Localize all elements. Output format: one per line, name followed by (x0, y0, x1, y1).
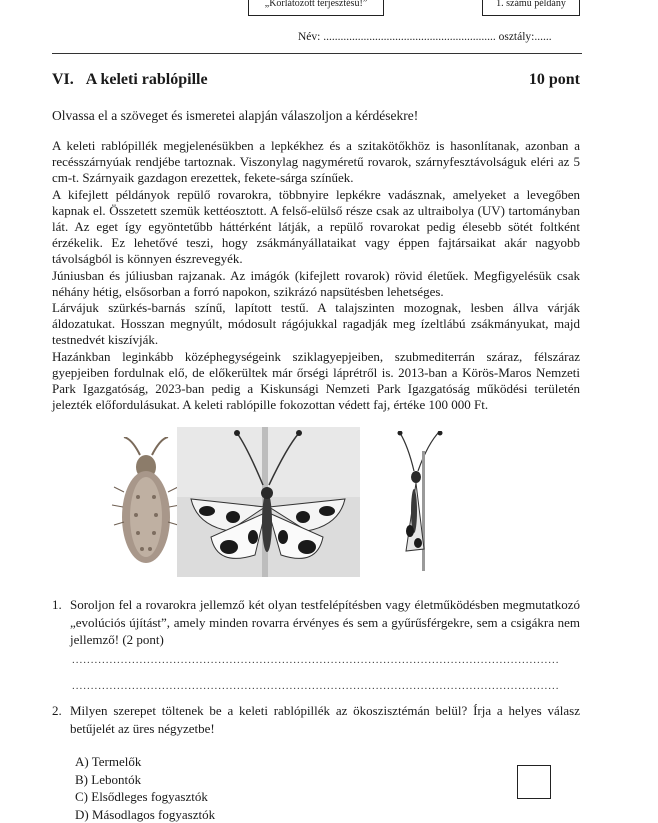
adult-wings-open-photo (177, 427, 360, 577)
instruction-text: Olvassa el a szöveget és ismeretei alapján válaszoljon a kérdésekre! (52, 108, 418, 124)
paragraph: A kifejlett példányok repülő rovarokra, többnyire lepkékre vadásznak, amelyeket a levegőben kapnak el. Összetett szemük kettéosztott. A felső-elülső része csak az ultraibolya (UV) tartományban lát. Az eget így egyöntetűbb háttérként látják, a repülő rovarokat pedig élesebb sötét foltként érzékelik. Ez lehetővé teszi, hogy zsákmányállataikat vagy éppen fajtársaikat akár nagyobb távolságból is könnyen észrevegyék. (52, 187, 580, 268)
option-d: D) Másodlagos fogyasztók (75, 806, 215, 823)
question-1 (52, 596, 580, 649)
paragraph: Lárvájuk szürkés-barnás színű, lapított testű. A talajszinten mozognak, lesben állva várják áldozatukat. Hosszan megnyúlt, módosult rágójukkal ragadják meg ízeltlábú zsákmányukat, majd testnedvét kiszívják. (52, 300, 580, 349)
name-class-field[interactable]: Név: ............................................................ osztály:...... (298, 31, 552, 43)
reading-text (52, 138, 580, 413)
question-number: 1. (52, 596, 62, 614)
option-a: A) Termelők (75, 753, 215, 771)
header-rule (52, 53, 582, 54)
option-b: B) Lebontók (75, 771, 215, 789)
answer-line-2[interactable]: .................................................................................................................................. (72, 680, 577, 692)
answer-options (75, 753, 215, 823)
section-title (52, 71, 208, 89)
larva-photo (110, 437, 182, 577)
question-text: Milyen szerepet töltenek be a keleti rablópillék az ökoszisztémán belül? Írja a helyes válasz betűjelét az üres négyzetbe! (70, 702, 580, 737)
section-title-text: A keleti rablópille (86, 71, 208, 88)
figure-row (0, 427, 658, 577)
question-number: 2. (52, 702, 62, 720)
distribution-notice-box: „Korlátozott terjesztésű!” (248, 0, 384, 16)
paragraph: A keleti rablópillék megjelenésükben a lepkékhez és a szitakötőkhöz is hasonlítanak, azonban a recésszárnyúak rendjébe tartoznak. Viszonylag nagyméretű rovarok, szárnyfesztávolságuk eléri az 5 cm-t. Szárnyaik gazdagon erezettek, fekete-sárga színűek. (52, 138, 580, 187)
section-points: 10 pont (529, 71, 580, 89)
paragraph: Hazánkban leginkább középhegységeink sziklagyepjeiben, szubmediterrán száraz, félszáraz gyepjeiben fordulnak elő, de előkerültek már őrségi láprétről is. 2013-ban a Körös-Maros Nemzeti Park Igazgatóság, 2023-ban pedig a Kiskunsági Nemzeti Park Igazgatóság működési területén jelezték előfordulásukat. A keleti rablópille fokozottan védett faj, értéke 100 000 Ft. (52, 349, 580, 414)
section-number: VI. (52, 71, 74, 88)
question-2 (52, 702, 580, 737)
copy-number-box: 1. számú példány (482, 0, 580, 16)
option-c: C) Elsődleges fogyasztók (75, 788, 215, 806)
answer-line-1[interactable]: .................................................................................................................................. (72, 654, 577, 666)
paragraph: Júniusban és júliusban rajzanak. Az imágók (kifejlett rovarok) rövid életűek. Megfigyelésük csak néhány hétig, elsősorban a forró napokon, szikrázó napsütésben lehetséges. (52, 268, 580, 300)
adult-side-view-photo (388, 431, 448, 571)
answer-box[interactable] (517, 765, 551, 799)
question-text: Soroljon fel a rovarokra jellemző két olyan testfelépítésben vagy életműködésben megmutatkozó „evolúciós újítást”, amely minden rovarra érvényes és sem a gyűrűsférgekre, sem a csigákra nem jellemző! (2 pont) (70, 596, 580, 649)
section-heading (52, 71, 580, 89)
